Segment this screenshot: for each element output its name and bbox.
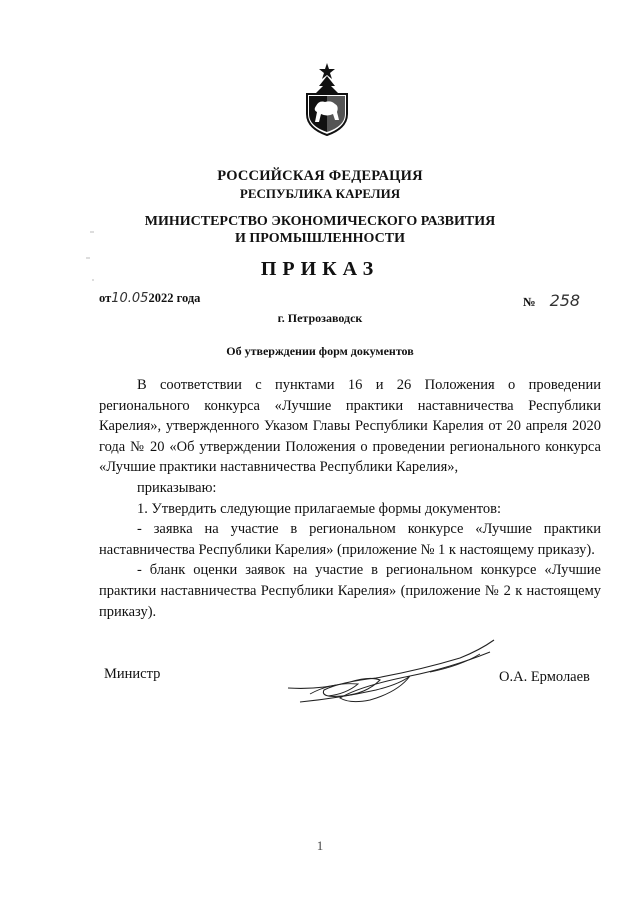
- page-number: 1: [316, 838, 324, 853]
- order-body: [99, 375, 601, 622]
- item-1b: - бланк оценки заявок на участие в региональном конкурсе «Лучшие практики наставничества Республики Карелия» (приложение № 2 к настоящему приказу).: [99, 562, 601, 620]
- ministry-heading-line1: МИНИСТЕРСТВО ЭКОНОМИЧЕСКОГО РАЗВИТИЯ: [144, 214, 496, 229]
- scan-marks: [80, 228, 110, 288]
- document-type-title: ПРИКАЗ: [260, 258, 380, 280]
- city-line: г. Петрозаводск: [277, 311, 363, 325]
- date-handwritten: 10.05: [111, 291, 149, 306]
- republic-heading: РЕСПУБЛИКА КАРЕЛИЯ: [239, 186, 401, 201]
- number-handwritten: 258: [549, 291, 581, 310]
- order-word: приказываю:: [137, 479, 217, 496]
- signatory-title: Министр: [104, 666, 161, 682]
- date-prefix: от: [99, 291, 112, 305]
- country-heading: РОССИЙСКАЯ ФЕДЕРАЦИЯ: [217, 168, 423, 184]
- order-subject: Об утверждении форм документов: [226, 344, 414, 358]
- signatory-name: О.А. Ермолаев: [499, 669, 590, 685]
- preamble-paragraph: В соответствии с пунктами 16 и 26 Положения о проведении регионального конкурса «Лучшие практики наставничества Республики Карелия», утвержденного Указом Главы Республики Карелия от 20 апреля 2020 года № 20 «Об утверждении Положения о проведении регионального конкурса «Лучшие практики наставничества Республики Карелия»,: [99, 377, 601, 476]
- order-date: [99, 291, 200, 306]
- item-1a: - заявка на участие в региональном конкурсе «Лучшие практики наставничества Республики Карелия» (приложение № 1 к настоящему приказу).: [99, 521, 601, 558]
- number-label: №: [523, 295, 536, 309]
- date-suffix: 2022 года: [148, 291, 201, 305]
- order-number: [523, 291, 580, 310]
- item-1: 1. Утвердить следующие прилагаемые формы документов:: [137, 500, 502, 517]
- ministry-heading-line2: И ПРОМЫШЛЕННОСТИ: [235, 231, 405, 246]
- karelia-coat-of-arms-icon: [301, 62, 353, 136]
- handwritten-signature: [280, 632, 510, 712]
